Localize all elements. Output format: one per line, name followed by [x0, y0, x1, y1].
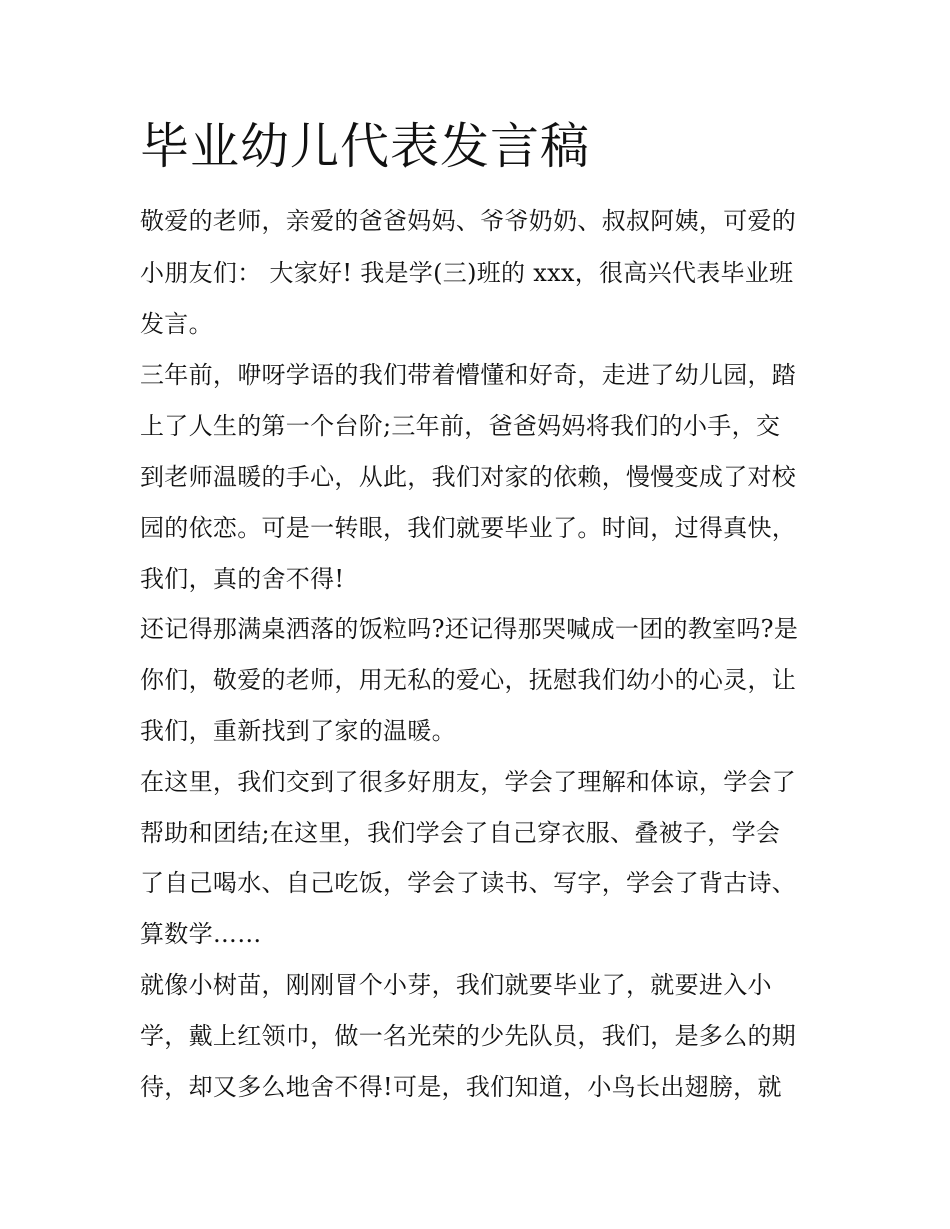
text-line: 我们，真的舍不得!: [140, 565, 345, 593]
text-line: 就像小树苗，刚刚冒个小芽，我们就要毕业了，就要进入小: [140, 971, 772, 999]
text-line: 我们，重新找到了家的温暖。: [140, 717, 456, 745]
document-title: 毕业幼儿代表发言稿: [140, 118, 591, 175]
text-line: 算数学……: [140, 920, 262, 948]
text-line: 待，却又多么地舍不得!可是，我们知道，小鸟长出翅膀，就: [140, 1073, 782, 1101]
text-line: 还记得那满桌洒落的饭粒吗?还记得那哭喊成一团的教室吗?是: [140, 615, 799, 643]
text-line: 在这里，我们交到了很多好朋友，学会了理解和体谅，学会了: [140, 768, 797, 796]
text-line: 到老师温暖的手心，从此，我们对家的依赖，慢慢变成了对校: [140, 463, 797, 491]
text-line: 上了人生的第一个台阶;三年前，爸爸妈妈将我们的小手，交: [140, 412, 781, 440]
text-line: 三年前，咿呀学语的我们带着懵懂和好奇，走进了幼儿园，踏: [140, 361, 797, 389]
text-line: 学，戴上红领巾，做一名光荣的少先队员，我们，是多么的期: [140, 1022, 797, 1050]
text-line: 发言。: [140, 310, 213, 338]
text-line: 敬爱的老师，亲爱的爸爸妈妈、爷爷奶奶、叔叔阿姨，可爱的: [140, 207, 797, 235]
text-line: 你们，敬爱的老师，用无私的爱心，抚慰我们幼小的心灵，让: [140, 666, 797, 694]
text-line: 帮助和团结;在这里，我们学会了自己穿衣服、叠被子，学会: [140, 819, 781, 847]
text-line: 小朋友们： 大家好! 我是学(三)班的 xxx，很高兴代表毕业班: [140, 259, 794, 287]
text-line: 园的依恋。可是一转眼，我们就要毕业了。时间，过得真快，: [140, 514, 797, 542]
text-line: 了自己喝水、自己吃饭，学会了读书、写字，学会了背古诗、: [140, 869, 797, 897]
